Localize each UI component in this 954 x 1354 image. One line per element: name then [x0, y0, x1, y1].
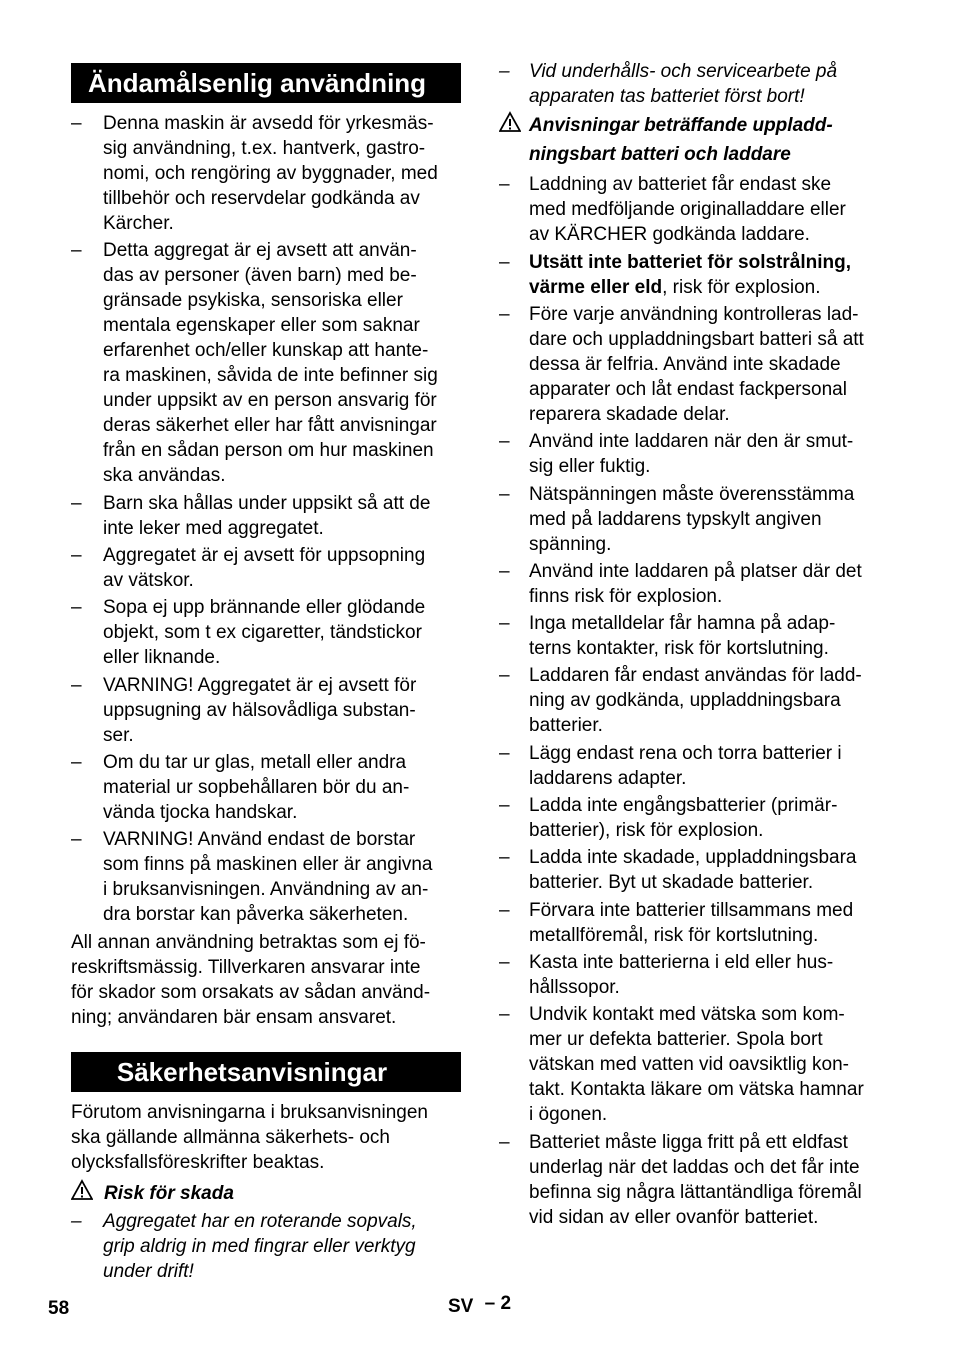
warning-triangle-icon — [71, 1179, 93, 1201]
warning-text: Risk för skada — [104, 1183, 234, 1204]
section-number: – 2 — [484, 1293, 512, 1314]
section-heading-intended-use — [71, 63, 461, 103]
page-number: 58 — [48, 1298, 70, 1319]
language-code: SV — [448, 1296, 474, 1317]
warning-triangle-icon — [499, 111, 521, 133]
paragraph-other-use: All annan användning betraktas som ej fö- reskriftsmässig. Tillverkaren ansvarar inte för skador som orsakats av sådan använd- ning; användaren bär ensam ansvaret. — [71, 932, 431, 1028]
page-footer-section — [448, 1293, 512, 1318]
warning-text: Anvisningar beträffande uppladd- ningsbart batteri och laddare — [529, 115, 833, 165]
heading-text: Ändamålsenlig användning — [88, 68, 427, 98]
section-heading-safety — [71, 1052, 461, 1092]
heading-text: Säkerhetsanvisningar — [116, 1057, 388, 1087]
paragraph-safety-intro: Förutom anvisningarna i bruksanvisningen ska gällande allmänna säkerhets- och olycksfallsföreskrifter beaktas. — [71, 1102, 428, 1173]
